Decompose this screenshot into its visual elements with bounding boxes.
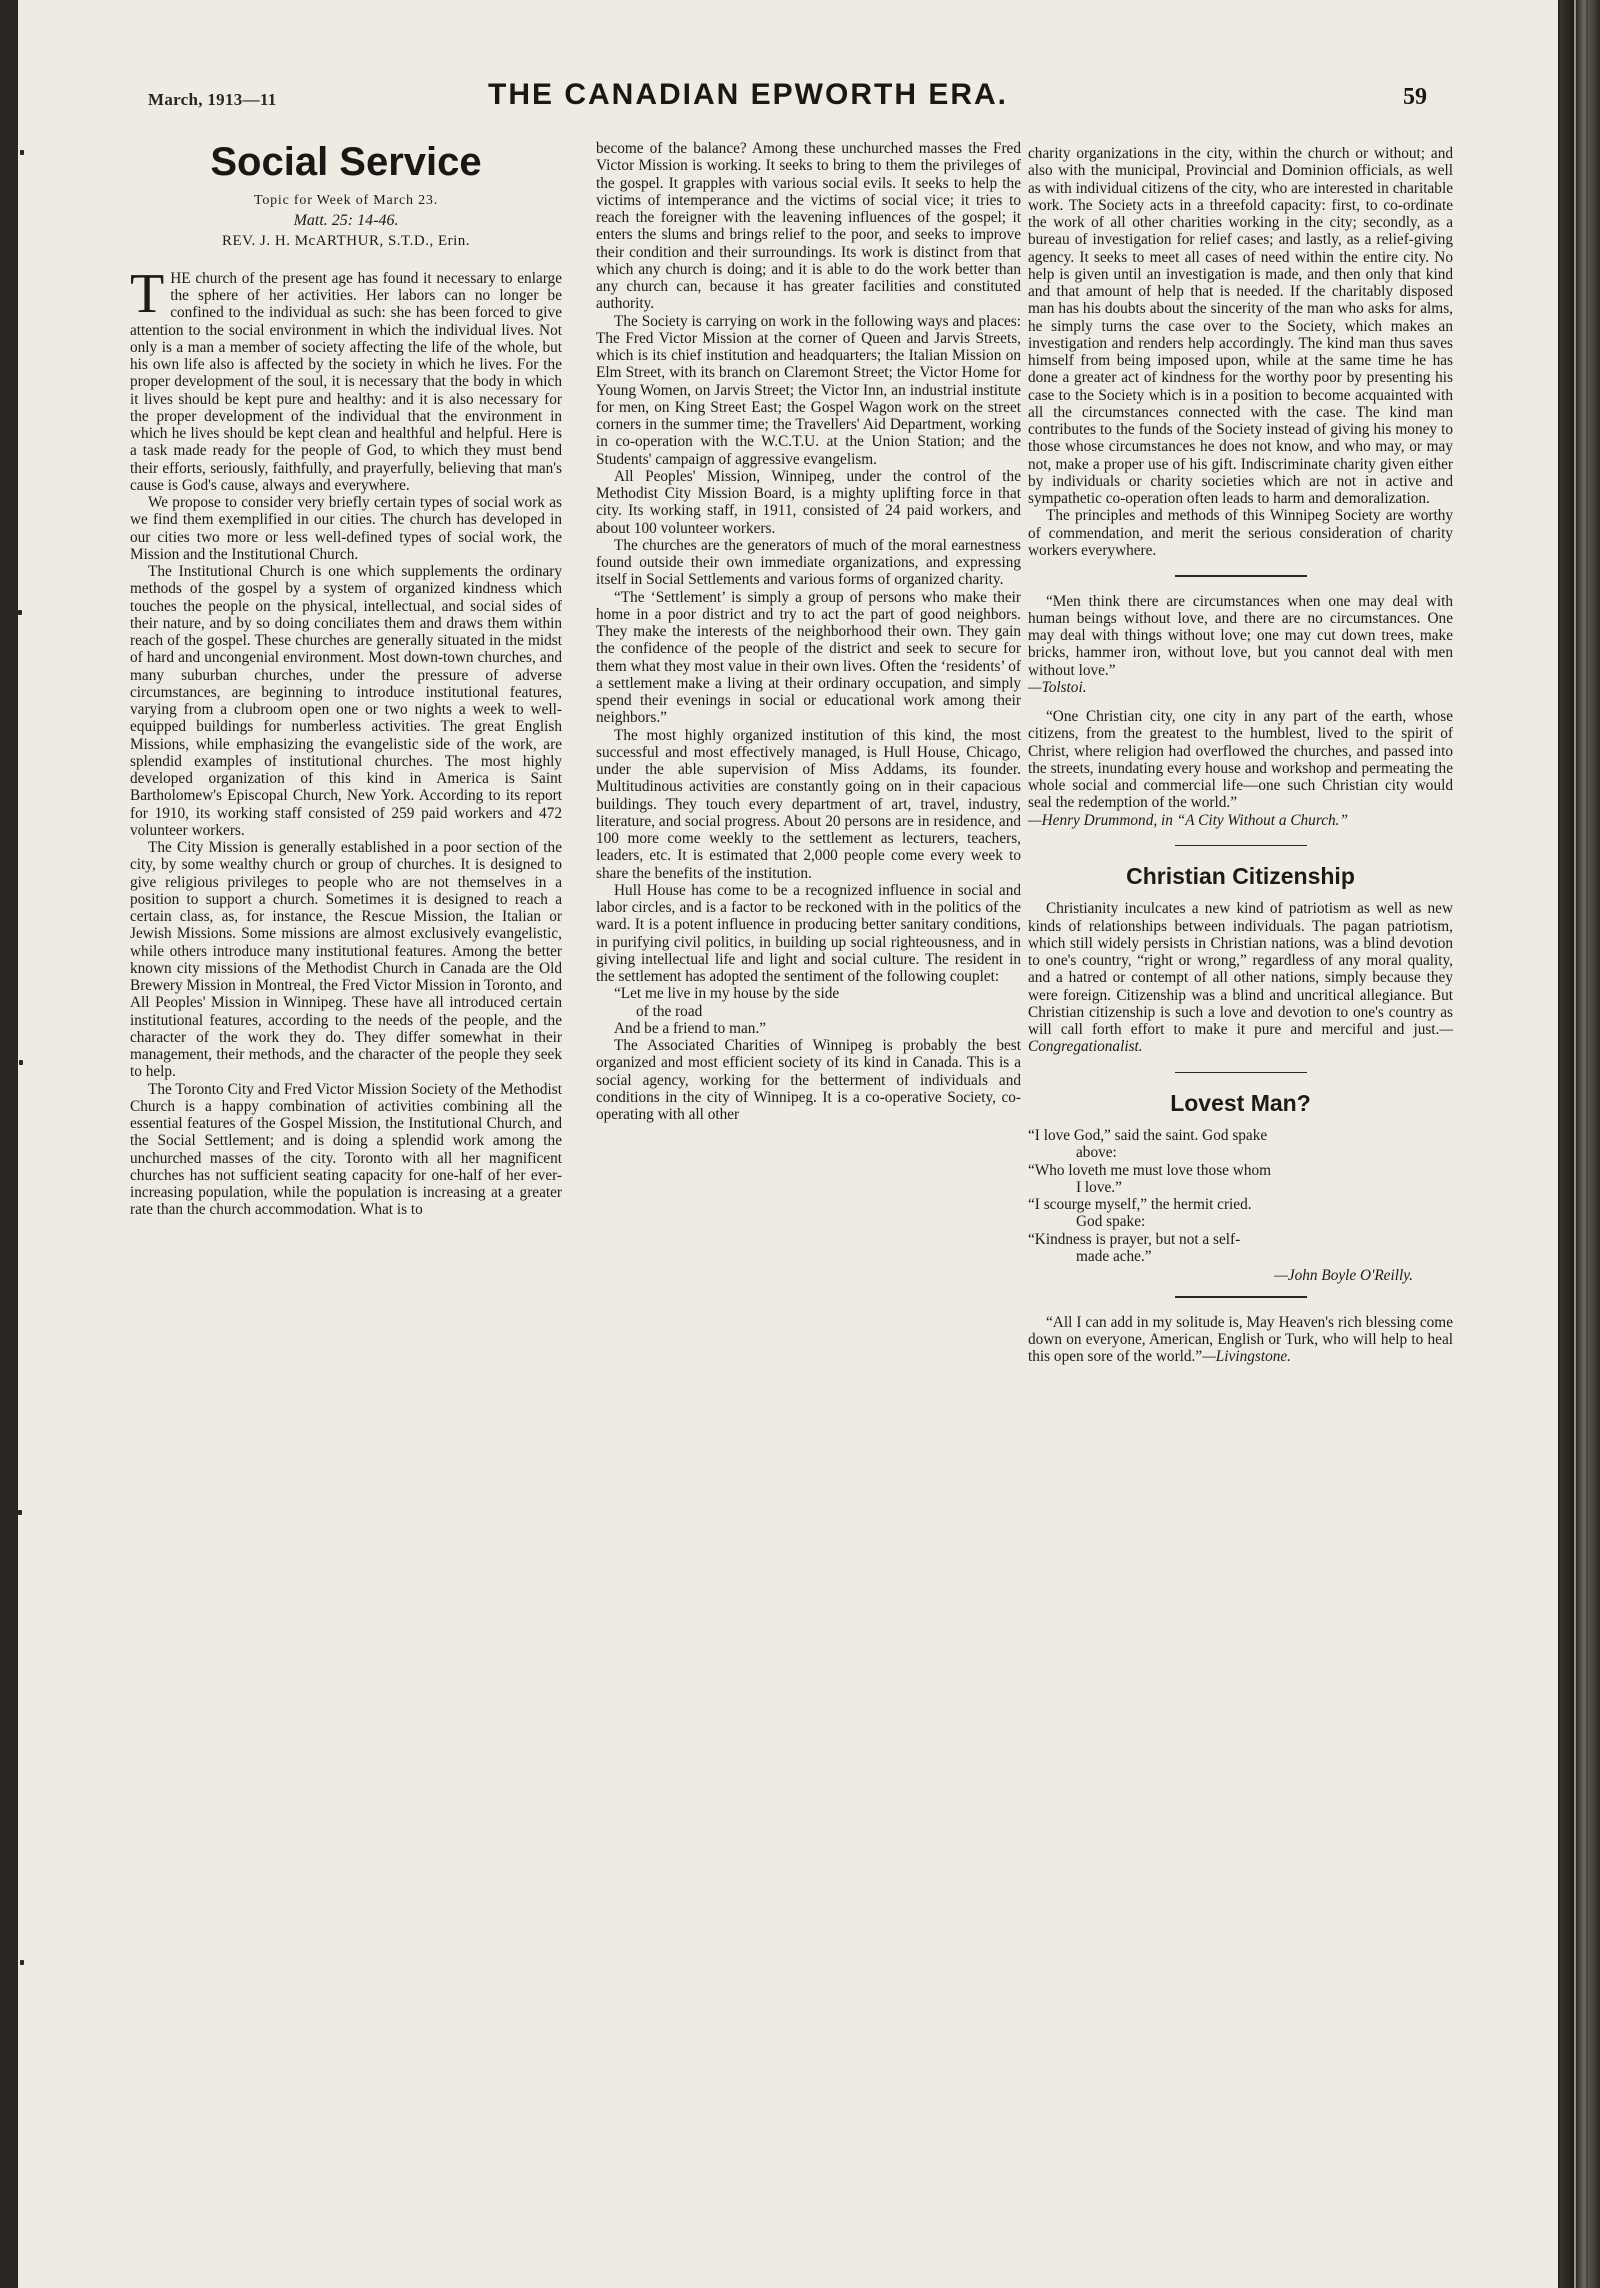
poem-signature: —John Boyle O'Reilly. (1274, 1267, 1413, 1284)
divider-rule (1175, 845, 1307, 847)
drop-cap: T (130, 262, 165, 325)
margin-speck (19, 1060, 23, 1065)
column-2 (596, 140, 1021, 1123)
citizenship-text: Christianity inculcates a new kind of patriotism as well as new kinds of relationships between individuals. The pagan patriotism, which still widely persists in Christian nations, was a blind devotion to one's country, “right or wrong,” regardless of any moral quality, and a hatred or contempt of all other nations, simply because they were foreign. Citizenship was a blind and uncritical allegiance. But Christian citizenship is such a love and devotion to one's country as will call forth effort to make it pure and merciful and just.—Congregationalist. (1028, 900, 1453, 1056)
article-topic: Topic for Week of March 23. (253, 193, 439, 208)
paragraph: Hull House has come to be a recognized influence in social and labor circles, and is a factor to be reckoned with in the politics of the ward. It is a potent influence in producing better sanitary conditions, in purifying civil politics, in building up social righteousness, and in giving intellectual life and light and social culture. The resident in the settlement has adopted the sentiment of the following couplet: (596, 881, 1021, 985)
running-head (18, 78, 1558, 118)
paragraph: All Peoples' Mission, Winnipeg, under the control of the Methodist City Mission Board, is a mighty uplifting force in that city. Its working staff, in 1911, consisted of 24 paid workers, and about 100 volunteer workers. (596, 467, 1021, 537)
column-1 (130, 140, 562, 1219)
paragraph: THE church of the present age has found it necessary to enlarge the sphere of her activities. Her labors can no longer be confined to the individual as such: she has been forced to give attention to the social environment in which the individual lives. Not only is a man a member of society affecting the life of the whole, but his own life also is affected by the society in which he lives. For the proper development of the soul, it is necessary that the body in which it lives should be kept pure and healthy: and it is also necessary for the proper development of the individual that the environment in which he lives should be kept clean and healthful and helpful. Here is a task made ready for the people of God, to which they must bend their efforts, seriously, faithfully, and prayerfully, believing that man's cause is God's cause, always and everywhere. (130, 262, 562, 494)
citizenship-attribution: —Congregationalist. (1028, 1021, 1453, 1056)
book-spine (1560, 0, 1600, 2288)
tolstoi-quote: “Men think there are circumstances when one may deal with human beings without love, and there are no circumstances. One may deal with things without love; one may cut down trees, make bricks, hammer iron, without love, but you cannot deal with men without love.” —Tolstoi. (1028, 592, 1453, 696)
paragraph: The City Mission is generally established in a poor section of the city, by some wealthy church or group of churches. It is designed to give religious privileges to people who are not themselves in a position to support a church. Sometimes it is designed to reach a certain class, as, for instance, the Rescue Mission, the Italian or Jewish Missions. Some missions are almost exclusively evangelistic, while others introduce many institutional features. Among the better known city missions of the Methodist Church in Canada are the Old Brewery Mission in Montreal, the Fred Victor Mission in Toronto, and All Peoples' Mission in Winnipeg. These have all introduced certain institutional features, according to the needs of the people, and the character of the work they do. They differ somewhat in their management, their methods, and the character of the people they seek to help. (130, 839, 562, 1081)
margin-speck (18, 1510, 22, 1515)
paragraph: The Toronto City and Fred Victor Mission Society of the Methodist Church is a happy combination of activities combining all the essential features of the Gospel Mission, the Institutional Church, and the Social Settlement; and is doing a splendid work among the unchurched masses of the city. Toronto with all her magnificent churches has not sufficient seating capacity for one-half of her ever-increasing population, while the population is increasing at a greater rate than the church accommodation. What is to (130, 1080, 562, 1219)
spine-edge (1574, 0, 1576, 2288)
column-3 (1028, 145, 1453, 1366)
couplet: “Let me live in my house by the side of the road And be a friend to man.” (614, 985, 840, 1037)
scripture-reference: Matt. 25: 14-46. (293, 212, 399, 230)
issue-date: March, 1913—11 (148, 90, 277, 109)
drummond-attribution: —Henry Drummond, in “A City Without a Church.” (1028, 811, 1348, 829)
citizenship-title: Christian Citizenship (1126, 863, 1355, 890)
divider-rule (1175, 1072, 1307, 1074)
paragraph: charity organizations in the city, within the church or without; and also with the municipal, Provincial and Dominion officials, as well as with individual citizens of the city, who are interested in charitable work. The Society acts in a threefold capacity: first, to co-ordinate the work of all other charities working in the city; secondly, as a bureau of investigation for relief cases; and lastly, as a relief-giving agency. It seeks to meet all cases of need within the entire city. No help is given until an investigation is made, and then only that kind and that amount of help that is needed. If the charitably disposed man has his doubts about the sincerity of the man who asks for alms, he simply turns the case over to the Society, which makes an investigation and renders help accordingly. The kind man thus saves himself from being imposed upon, while at the same time he has done a greater act of kindness for the worthy poor by presenting his case to the Society which is in a position to become acquainted with all the circumstances connected with the case. The kind man contributes to the funds of the Society instead of giving his money to those whose circumstances he does not know, and who may, or may not, make a proper use of his gift. Indiscriminate charity given either by individuals or charity societies which are not in active and sympathetic co-operation often leads to harm and demoralization. (1028, 145, 1453, 507)
divider-rule (1175, 1296, 1307, 1298)
paragraph: The principles and methods of this Winnipeg Society are worthy of commendation, and merit the serious consideration of charity workers everywhere. (1028, 507, 1453, 559)
paragraph: “The ‘Settlement’ is simply a group of persons who make their home in a poor district and try to act the part of good neighbors. They make the interests of the neighborhood their own. They gain the confidence of the people of the district and seek to secure for them what they most value in their own lives. Often the ‘residents’ of a settlement make a living at their ordinary occupation, and simply spend their evenings in social or educational work among their neighbors.” (596, 588, 1021, 727)
magazine-title: THE CANADIAN EPWORTH ERA. (488, 78, 1008, 111)
paragraph: The most highly organized institution of this kind, the most successful and most effectively managed, is Hull House, Chicago, under the able supervision of Miss Addams, its founder. Multitudinous activities are constantly going on in their capacious buildings. They touch every department of art, travel, industry, literature, and social progress. About 20 persons are in residence, and 100 more come weekly to the settlement as lecturers, teachers, leaders, etc. It is estimated that 2,000 people come every week to share the benefits of the institution. (596, 726, 1021, 882)
margin-speck (20, 150, 24, 155)
livingstone-quote: “All I can add in my solitude is, May Heaven's rich blessing come down on everyone, American, English or Turk, who will help to heal this open sore of the world.”—Livingstone. (1028, 1313, 1453, 1366)
paragraph: The Institutional Church is one which supplements the ordinary methods of the gospel by a system of organized kindness which touches the people on the physical, intellectual, and social sides of their nature, and by so doing conciliates them and draws them within reach of the gospel. These churches are generally situated in the midst of hard and uncongenial environment. Most down-town churches, and many suburban churches, under the pressure of adverse circumstances, are beginning to introduce institutional features, varying from a clubroom open one or two nights a week to well-equipped buildings for numberless activities. The great English Missions, while emphasizing the evangelistic side of the work, are splendid examples of institutional churches. The most highly developed organization of this kind in America is Saint Bartholomew's Episcopal Church, New York. According to its report for 1910, its working staff consisted of 259 paid workers and 472 volunteer workers. (130, 563, 562, 839)
poem: “I love God,” said the saint. God spake above: “Who loveth me must love those whom I love.” “I scourge myself,” the hermit cried. God spake: “Kindness is prayer, but not a self- made ache.” —John Boyle O'Reilly. (1028, 1127, 1453, 1284)
page-number: 59 (1403, 84, 1427, 110)
spine-edge (1586, 0, 1588, 2288)
margin-speck (20, 1960, 24, 1965)
tolstoi-attribution: —Tolstoi. (1028, 678, 1087, 696)
paragraph: become of the balance? Among these unchurched masses the Fred Victor Mission is working. It seeks to bring to them the privileges of the gospel. It grapples with various social evils. It seeks to help the victims of intemperance and the victims of social vice; it tries to reach the foreigner with the leavening influences of the gospel; it enters the slums and brings relief to the poor, and seeks to improve their condition and their surroundings. Its work is distinct from that which any church is doing; and it is able to do the work better than any church can, because it has greater facilities and constituted authority. (596, 140, 1021, 313)
article-title: Social Service (210, 140, 482, 184)
paragraph: The churches are the generators of much of the moral earnestness found outside their own immediate organizations, and expressing itself in Social Settlements and various forms of organized charity. (596, 536, 1021, 589)
margin-speck (18, 610, 22, 615)
magazine-page (18, 0, 1558, 2288)
paragraph: The Society is carrying on work in the following ways and places: The Fred Victor Mission at the corner of Queen and Jarvis Streets, which is its chief institution and headquarters; the Italian Mission on Elm Street, with its branch on Claremont Street; the Victor Home for Young Women, on Jarvis Street; the Victor Inn, an industrial institute for men, on King Street East; the Gospel Wagon work on the street corners in the summer time; the Travellers' Aid Department, working in co-operation with the W.C.T.U. at the Union Station; and the Students' campaign of aggressive evangelism. (596, 312, 1021, 468)
livingstone-attribution: —Livingstone. (1202, 1348, 1291, 1366)
divider-rule (1175, 575, 1307, 577)
paragraph: We propose to consider very briefly certain types of social work as we find them exemplified in our cities. The church has developed in our cities two more or less well-defined types of social work, the Mission and the Institutional Church. (130, 494, 562, 563)
poem-title: Lovest Man? (1170, 1090, 1311, 1116)
drummond-quote: “One Christian city, one city in any part of the earth, whose citizens, from the greatest to the humblest, lived to the spirit of Christ, where religion had overflowed the churches, and passed into the streets, inundating every house and workshop and permeating the whole social and commercial life—one such Christian city would seal the redemption of the world.” —Henry Drummond, in “A City Without a Church.” (1028, 708, 1453, 829)
paragraph: The Associated Charities of Winnipeg is probably the best organized and most efficient society of its kind in Canada. This is a social agency, working for the betterment of individuals and conditions in the city of Winnipeg. It is a co-operative Society, co-operating with all other (596, 1037, 1021, 1123)
article-heading (130, 140, 562, 250)
article-author: REV. J. H. McARTHUR, S.T.D., Erin. (221, 232, 471, 249)
